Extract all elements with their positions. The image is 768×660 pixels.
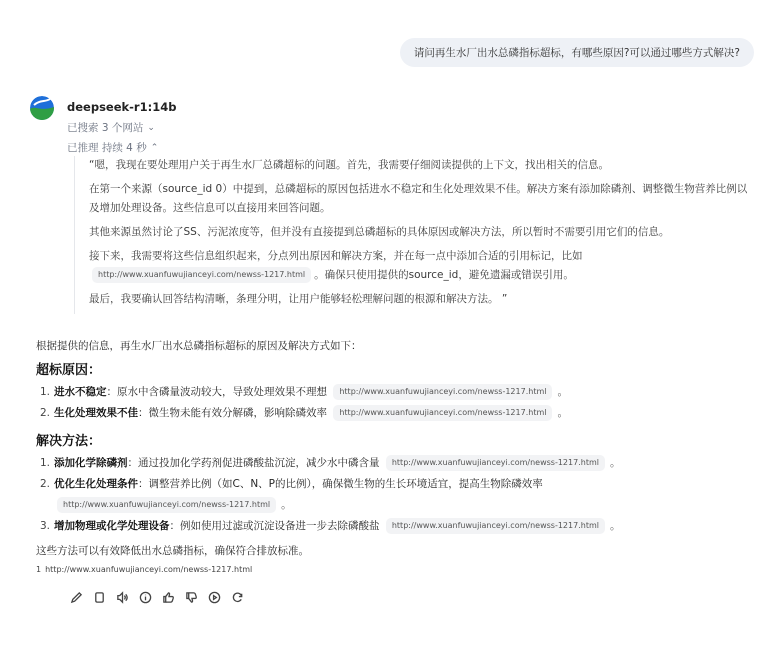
thinking-paragraph: 在第一个来源（source_id 0）中提到，总磷超标的原因包括进水不稳定和生化处理效果不佳。解决方案有添加除磷剂、调整微生物营养比例以及增加处理设备。这些信息可以直接用来回答问题。 [89, 183, 748, 214]
thinking-paragraph: 其他来源虽然讨论了SS、污泥浓度等，但并没有直接提到总磷超标的具体原因或解决方法，所以暂时不需要引用它们的信息。 [89, 226, 670, 238]
causes-list [36, 382, 756, 424]
citation-link[interactable]: http://www.xuanfuwujianceyi.com/newss-1217.html [92, 267, 311, 283]
deepseek-avatar-icon [30, 96, 54, 120]
solutions-list [36, 453, 756, 537]
thinking-paragraph: 最后，我要确认回答结构清晰，条理分明，让用户能够轻松理解问题的根源和解决方法。 ” [89, 293, 508, 305]
item-title: 生化处理效果不佳 [54, 407, 138, 419]
thinking-text: 接下来，我需要将这些信息组织起来，分点列出原因和解决方案，并在每一点中添加合适的引用标记，比如 [89, 250, 583, 262]
list-number: 3. [40, 520, 51, 532]
reference-number: 1 [36, 565, 42, 574]
user-message-text: 请问再生水厂出水总磷指标超标，有哪些原因?可以通过哪些方式解决? [413, 47, 740, 59]
list-item [36, 516, 756, 537]
period: 。 [609, 520, 621, 532]
reference-item[interactable] [36, 565, 756, 574]
model-name: deepseek-r1:14b [67, 100, 177, 114]
solutions-heading: 解决方法： [36, 434, 102, 449]
list-number: 2. [40, 478, 51, 490]
searched-toggle[interactable] [67, 120, 155, 135]
thinking-text: 。确保只使用提供的source_id，避免遗漏或错误引用。 [314, 269, 574, 281]
reasoning-toggle[interactable] [67, 140, 158, 155]
user-message-bubble [400, 38, 754, 67]
citation-link[interactable]: http://www.xuanfuwujianceyi.com/newss-1217.html [333, 384, 552, 400]
item-text: ：例如使用过滤或沉淀设备进一步去除磷酸盐 [169, 520, 380, 532]
speaker-icon[interactable] [115, 590, 129, 604]
period: 。 [557, 386, 568, 398]
item-text: ：原水中含磷量波动较大，导致处理效果不理想 [106, 386, 327, 398]
chevron-down-icon: ⌄ [147, 122, 155, 133]
edit-icon[interactable] [69, 590, 83, 604]
citation-link[interactable]: http://www.xuanfuwujianceyi.com/newss-1217.html [333, 405, 552, 421]
thinking-paragraph [89, 247, 754, 285]
searched-label: 已搜索 3 个网站 [67, 122, 144, 134]
copy-icon[interactable] [92, 590, 106, 604]
message-actions [69, 590, 244, 604]
info-icon[interactable] [138, 590, 152, 604]
chevron-up-icon: ⌃ [150, 142, 159, 153]
answer-summary: 这些方法可以有效降低出水总磷指标，确保符合排放标准。 [36, 545, 309, 557]
thinking-block [74, 156, 754, 314]
list-item [36, 474, 756, 516]
thinking-paragraph: “嗯，我现在要处理用户关于再生水厂总磷超标的问题。首先，我需要仔细阅读提供的上下文，找出相关的信息。 [89, 159, 609, 171]
item-text: ：微生物未能有效分解磷，影响除磷效率 [138, 407, 327, 419]
reasoning-label: 已推理 持续 4 秒 [67, 142, 147, 154]
reference-url[interactable]: http://www.xuanfuwujianceyi.com/newss-1217.html [45, 565, 253, 574]
answer-intro: 根据提供的信息，再生水厂出水总磷指标超标的原因及解决方式如下： [36, 340, 362, 352]
citation-link[interactable]: http://www.xuanfuwujianceyi.com/newss-1217.html [386, 518, 605, 534]
item-text: ：调整营养比例（如C、N、P的比例），确保微生物的生长环境适宜，提高生物除磷效率 [138, 478, 543, 490]
list-item [36, 453, 756, 474]
list-item [36, 382, 756, 403]
causes-heading: 超标原因： [36, 363, 102, 378]
thumbs-down-icon[interactable] [184, 590, 198, 604]
period: 。 [557, 407, 568, 419]
citation-link[interactable]: http://www.xuanfuwujianceyi.com/newss-1217.html [57, 497, 276, 513]
period: 。 [281, 499, 292, 511]
list-number: 1. [40, 457, 51, 469]
answer-body [36, 338, 756, 574]
thumbs-up-icon[interactable] [161, 590, 175, 604]
list-number: 1. [40, 386, 51, 398]
list-item [36, 403, 756, 424]
item-title: 添加化学除磷剂 [54, 457, 128, 469]
item-title: 增加物理或化学处理设备 [54, 520, 170, 532]
play-icon[interactable] [207, 590, 221, 604]
item-title: 优化生化处理条件 [54, 478, 138, 490]
citation-link[interactable]: http://www.xuanfuwujianceyi.com/newss-1217.html [386, 455, 605, 471]
regenerate-icon[interactable] [230, 590, 244, 604]
item-title: 进水不稳定 [54, 386, 107, 398]
period: 。 [609, 457, 621, 469]
list-number: 2. [40, 407, 51, 419]
item-text: ：通过投加化学药剂促进磷酸盐沉淀，减少水中磷含量 [127, 457, 380, 469]
